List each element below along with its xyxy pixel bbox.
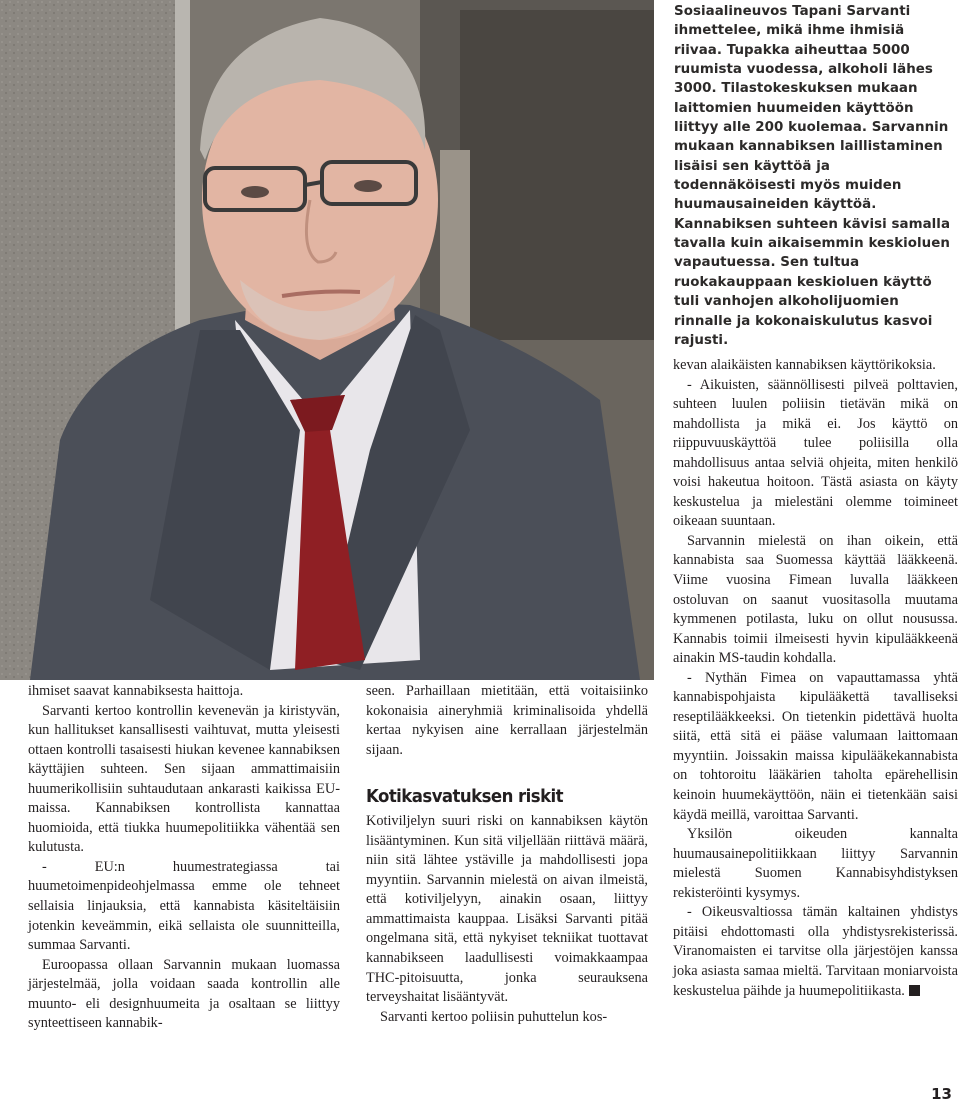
paragraph: Euroopassa ollaan Sarvannin mukaan luomassa järjestelmää, jolla voidaan saada kontrollin alle muunto- eli designhuumeita ja osaltaan se liittyy synteettiseen kannabik-: [28, 956, 340, 1032]
page-number: 13: [931, 1085, 952, 1103]
end-of-article-icon: [909, 985, 920, 996]
paragraph: Sarvanti kertoo kontrollin kevenevän ja kiristyvän, kun hallitukset kansallisesti vaihtuvat, mutta yleisesti ottaen kontrolli tasaisesti hiukan kevenee kannabiksen käyttäjien suhteen. Sen sijaan ammattimaisiin huumerikollisiin suhtaudutaan ankarasti kaikissa EU-maissa. Kannabiksen kontrollista kannattaa huomioida, että tiukka huumepolitiikka vähentää sen kulutusta.: [28, 702, 340, 856]
paragraph: Kotiviljelyn suuri riski on kannabiksen käytön lisääntyminen. Kun sitä viljellään riittävä määrä, niin sitä lähtee ystäville ja mahdollisesti jopa myyntiin. Sarvannin mielestä on aivan ilmeistä, että kotiviljelyyn, ainakin osaan, liittyy ammattimaista kauppaa. Lisäksi Sarvanti pitää ongelmana sitä, että nykyiset tekniikat tuottavat kannabikseen laadullisesti voimakkaampaa THC-pitoisuutta, jonka seurauksena terveyshaitat lisääntyvät.: [366, 813, 648, 1006]
portrait-photo: [0, 0, 654, 680]
paragraph: kevan alaikäisten kannabiksen käyttörikoksia.: [673, 357, 936, 373]
article-column-2: [366, 682, 648, 1027]
article-column-3: [673, 356, 958, 1001]
section-heading: Kotikasvatuksen riskit: [366, 786, 564, 808]
paragraph: Sarvanti kertoo poliisin puhuttelun kos-: [380, 1008, 608, 1025]
paragraph: - Nythän Fimea on vapauttamassa yhtä kannabispohjaista kipulääkettä tavalliseksi reseptilääkkeeksi. On tietenkin pidettävä huolta siitä, että sitä ei pääse valumaan laittomaan myyntiin. Joissakin maissa kipulääkekannabista on tohtoroitu lääkärien taholta epärehellisin keinoin huumekäyttöön, näin ei tietenkään saisi käydä meillä, varoittaa Sarvanti.: [673, 669, 958, 823]
paragraph: Sarvannin mielestä on ihan oikein, että kannabista saa Suomessa käyttää lääkkeenä. Viime vuosina Fimean luvalla lääkkeen ostoluvan on saanut vuositasolla muutama kymmenen potilasta, luku on ollut nousussa. Kannabis toimii ilmeisesti hyvin kipulääkkeenä ainakin MS-taudin kohdalla.: [673, 532, 958, 667]
paragraph: ihmiset saavat kannabiksesta haittoja.: [28, 683, 244, 699]
article-column-1: [28, 682, 340, 1034]
paragraph: seen. Parhaillaan mietitään, että voitaisiinko kokonaisia aineryhmiä kriminalisoida yhdellä kertaa nykyisen aine kerrallaan järjestelmän sijaan.: [366, 683, 648, 758]
paragraph: Yksilön oikeuden kannalta huumausainepolitiikkaan liittyy Sarvannin mielestä Suomen Kannabisyhdistyksen rekisteröinti kysymys.: [673, 826, 958, 901]
paragraph-text: - Oikeusvaltiossa tämän kaltainen yhdistys pitäisi ehdottomasti olla yhdistysrekisterissä. Viranomaisten ei tarvitse olla järjestöjen kanssa joka asiasta samaa mieltä. Tarvitaan moniarvoista keskustelua päihde ja huumepolitiikasta.: [673, 904, 958, 999]
portrait-illustration: [0, 0, 654, 680]
paragraph-last: [673, 903, 958, 1001]
paragraph: - Aikuisten, säännöllisesti pilveä polttavien, suhteen luulen poliisin tietävän mikä on mahdollista ja mikä ei. Jos käyttö on riippuvuuskäyttöä tulee poliisilla olla mahdollisuus antaa selviä ohjeita, miten henkilö voisi hakeutua hoitoon. Tästä asiasta on käyty keskustelua ja mielestäni olemme toimineet oikeaan suuntaan.: [673, 376, 958, 530]
photo-caption: Sosiaalineuvos Tapani Sarvanti ihmettelee, mikä ihme ihmisiä riivaa. Tupakka aiheuttaa 5000 ruumista vuodessa, alkoholi lähes 3000. Tilastokeskuksen mukaan laittomien huumeiden käyttöön liittyy alle 200 kuolemaa. Sarvannin mukaan kannabiksen laillistaminen lisäisi sen käyttöä ja todennäköisesti myös muiden huumausaineiden käyttöä. Kannabiksen suhteen kävisi samalla tavalla kuin aikaisemmin keskioluen vapautuessa. Sen tultua ruokakauppaan keskioluen käyttö tuli vanhojen alkoholijuomien rinnalle ja kokonaiskulutus kasvoi rajusti.: [674, 4, 951, 348]
paragraph: - EU:n huumestrategiassa tai huumetoimenpideohjelmassa emme ole tehneet sellaisia linjauksia, että kannabista käsiteltäisiin jotenkin keveämmin, eikä sellaista ole suunnitteilla, summaa Sarvanti.: [28, 858, 340, 954]
